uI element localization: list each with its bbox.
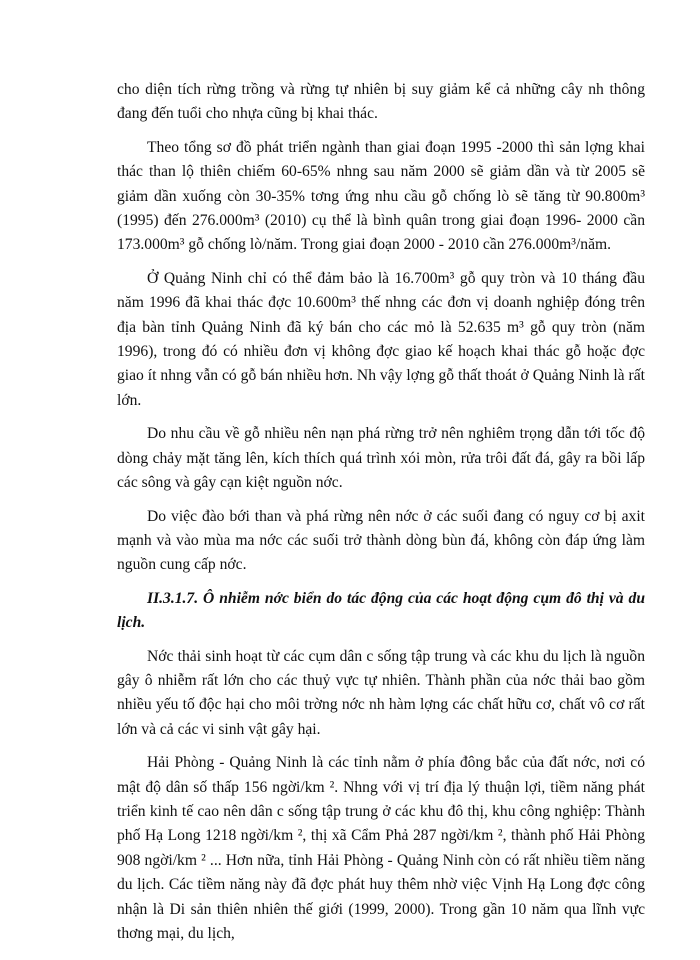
paragraph-deforestation: Do nhu cầu về gỗ nhiều nên nạn phá rừng trở nên nghiêm trọng dẫn tới tốc độ dòng chảy mặt tăng lên, kích thích quá trình xói mòn, rửa trôi đất đá, gây ra bồi lấp các sông và gây cạn kiệt nguồn nớc. [117, 425, 645, 492]
paragraph-quang-ninh-timber: Ở Quảng Ninh chỉ có thể đảm bảo là 16.700m³ gỗ quy tròn và 10 tháng đầu năm 1996 đã khai thác đợc 10.600m³ thế nhng các đơn vị doanh nghiệp đóng trên địa bàn tỉnh Quảng Ninh đã ký bán cho các mỏ là 52.635 m³ gỗ quy tròn (năm 1996), trong đó có nhiều đơn vị không đợc giao kế hoạch khai thác gỗ hoặc đợc giao ít nhng vẫn có gỗ bán nhiều hơn. Nh vậy lợng gỗ thất thoát ở Quảng Ninh là rất lớn. [117, 269, 645, 409]
paragraph-population-tourism: Hải Phòng - Quảng Ninh là các tỉnh nằm ở phía đông bắc của đất nớc, nơi có mật độ dân số thấp 156 ngời/km ². Nhng với vị trí địa lý thuận lợi, tiềm năng phát triển kinh tế cao nên dân c sống tập trung ở các khu đô thị, khu công nghiệp: Thành phố Hạ Long 1218 ngời/km ², thị xã Cẩm Phả 287 ngời/km ², thành phố Hải Phòng 908 ngời/km ² ... Hơn nữa, tỉnh Hải Phòng - Quảng Ninh còn có rất nhiều tiềm năng du lịch. Các tiềm năng này đã đợc phát huy thêm nhờ việc Vịnh Hạ Long đợc công nhận là Di sản thiên nhiên thế giới (1999, 2000). Trong gần 10 năm qua lĩnh vực thơng mại, du lịch, [117, 754, 645, 942]
paragraph-acid-water: Do việc đào bới than và phá rừng nên nớc ở các suối đang có nguy cơ bị axit mạnh và vào mùa ma nớc các suối trở thành dòng bùn đá, không còn đáp ứng làm nguồn cung cấp nớc. [117, 507, 645, 574]
paragraph-wastewater: Nớc thải sinh hoạt từ các cụm dân c sống tập trung và các khu du lịch là nguồn gây ô nhiễm rất lớn cho các thuỷ vực tự nhiên. Thành phần của nớc thải bao gồm nhiều yếu tố độc hại cho môi trờng nớc nh hàm lợng các chất hữu cơ, chất vô cơ rất lớn và cả các vi sinh vật gây hại. [117, 647, 645, 738]
section-heading: II.3.1.7. Ô nhiễm nớc biển do tác động của các hoạt động cụm đô thị và du lịch. [117, 589, 645, 632]
text-body [117, 78, 645, 955]
paragraph-coal-plan: Theo tổng sơ đồ phát triển ngành than giai đoạn 1995 -2000 thì sản lợng khai thác than lộ thiên chiếm 60-65% nhng sau năm 2000 sẽ giảm dần và từ 2005 sẽ giảm dần xuống còn 30-35% tơng ứng nhu cầu gỗ chống lò sẽ tăng từ 90.800m³ (1995) đến 276.000m³ (2010) cụ thể là bình quân trong giai đoạn 1996- 2000 cần 173.000m³ gỗ chống lò/năm. Trong giai đoạn 2000 - 2010 cần 276.000m³/năm. [117, 138, 645, 254]
paragraph-forest-decline: cho diện tích rừng trồng và rừng tự nhiên bị suy giảm kể cả những cây nh thông đang đến tuổi cho nhựa cũng bị khai thác. [117, 81, 645, 123]
